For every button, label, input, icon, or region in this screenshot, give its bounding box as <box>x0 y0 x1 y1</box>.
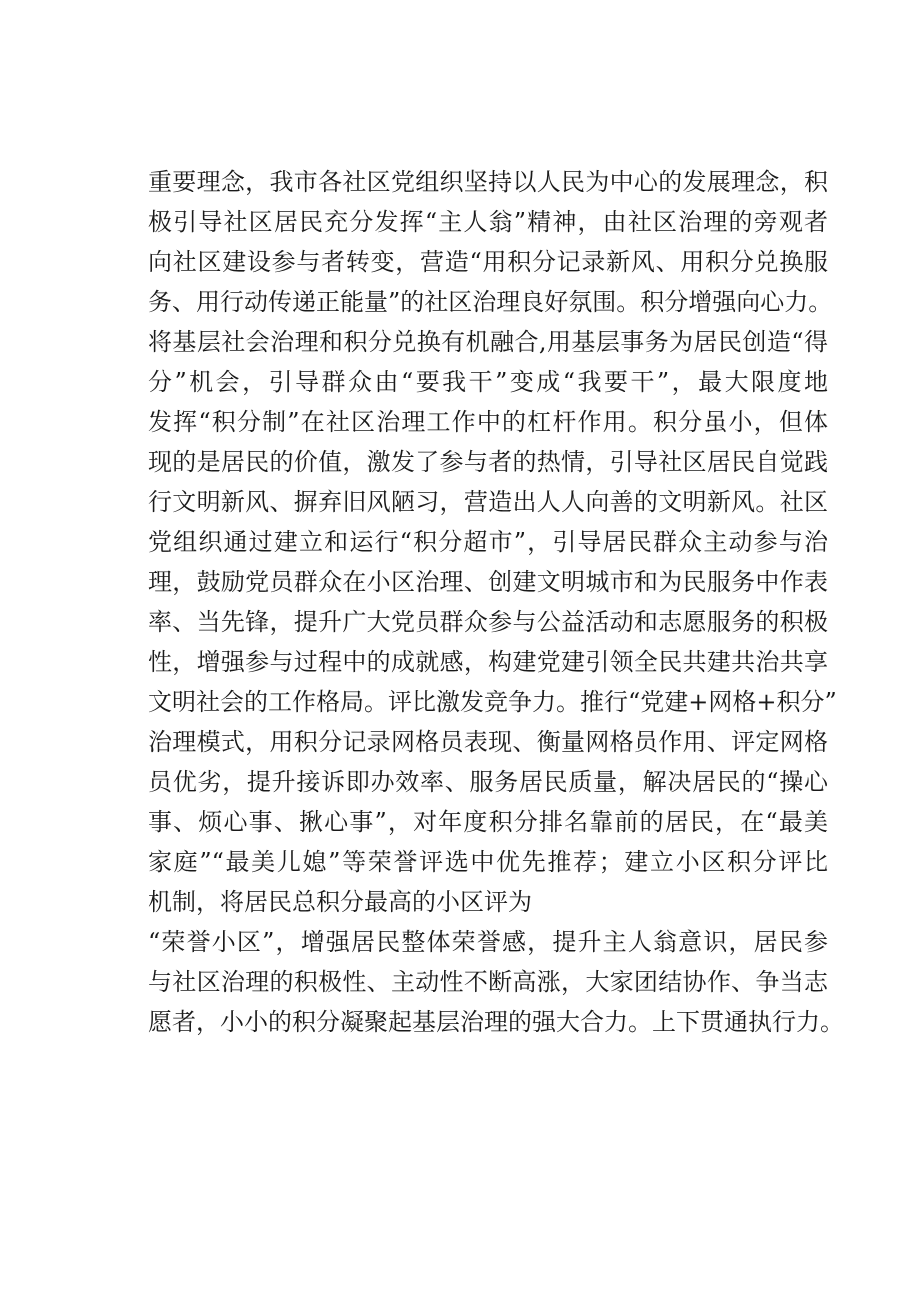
text-line: 向社区建设参与者转变，营造“用积分记录新风、用积分兑换服 <box>148 248 828 276</box>
text-line: 党组织通过建立和运行“积分超市”，引导居民群众主动参与治 <box>148 528 828 556</box>
body-text <box>148 162 844 1042</box>
text-line: 愿者，小小的积分凝聚起基层治理的强大合力。上下贯通执行力。 <box>148 1008 844 1036</box>
text-line: 发挥“积分制”在社区治理工作中的杠杆作用。积分虽小，但体 <box>148 408 828 436</box>
text-line: 务、用行动传递正能量”的社区治理良好氛围。积分增强向心力。 <box>148 288 833 316</box>
text-line: 事、烦心事、揪心事”，对年度积分排名靠前的居民，在“最美 <box>148 808 828 836</box>
text-line: “荣誉小区”，增强居民整体荣誉感，提升主人翁意识，居民参 <box>148 928 828 956</box>
text-line: 员优劣，提升接诉即办效率、服务居民质量，解决居民的“操心 <box>148 768 828 796</box>
text-line: 文明社会的工作格局。评比激发竞争力。推行“党建+网格+积分” <box>148 688 837 716</box>
text-line: 与社区治理的积极性、主动性不断高涨，大家团结协作、争当志 <box>148 968 828 996</box>
text-line: 率、当先锋，提升广大党员群众参与公益活动和志愿服务的积极 <box>148 608 828 636</box>
text-line: 机制，将居民总积分最高的小区评为 <box>148 888 532 916</box>
text-line: 性，增强参与过程中的成就感，构建党建引领全民共建共治共享 <box>148 648 828 676</box>
text-line: 理，鼓励党员群众在小区治理、创建文明城市和为民服务中作表 <box>148 568 828 596</box>
text-line: 现的是居民的价值，激发了参与者的热情，引导社区居民自觉践 <box>148 448 828 476</box>
text-line: 治理模式，用积分记录网格员表现、衡量网格员作用、评定网格 <box>148 728 828 756</box>
text-line: 行文明新风、摒弃旧风陋习，营造出人人向善的文明新风。社区 <box>148 488 828 516</box>
text-line: 极引导社区居民充分发挥“主人翁”精神，由社区治理的旁观者 <box>148 208 828 236</box>
text-line: 将基层社会治理和积分兑换有机融合,用基层事务为居民创造“得 <box>148 328 828 356</box>
text-line: 重要理念，我市各社区党组织坚持以人民为中心的发展理念，积 <box>148 168 828 196</box>
text-line: 分”机会，引导群众由“要我干”变成“我要干”，最大限度地 <box>148 368 828 396</box>
text-line: 家庭”“最美儿媳”等荣誉评选中优先推荐；建立小区积分评比 <box>148 848 828 876</box>
